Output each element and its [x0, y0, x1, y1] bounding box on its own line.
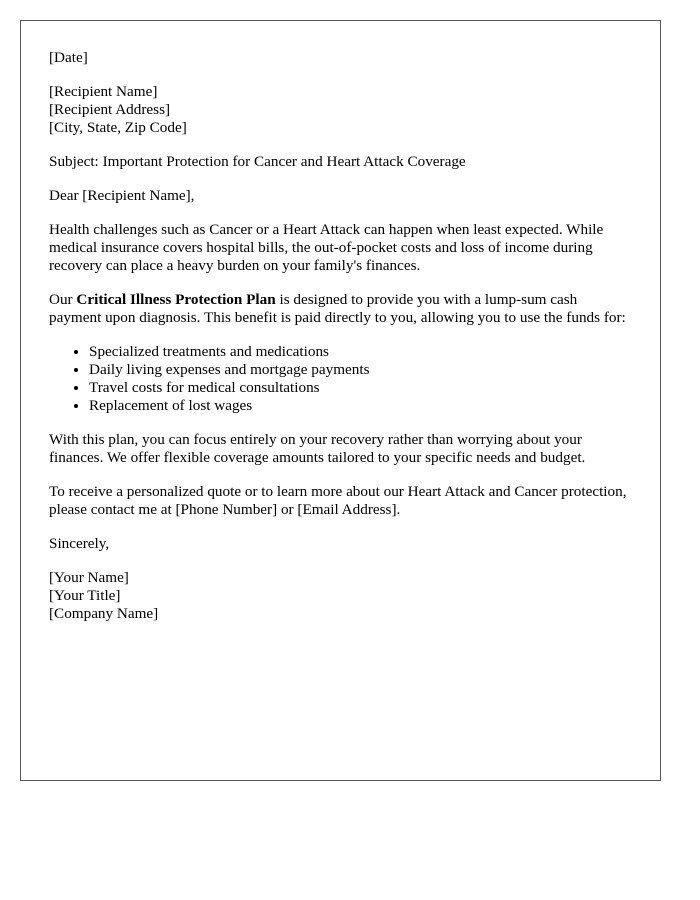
plan-name: Critical Illness Protection Plan [76, 291, 276, 308]
letter-salutation: Dear [Recipient Name], [49, 187, 195, 204]
recipient-city-state-zip: [City, State, Zip Code] [49, 119, 187, 136]
list-item: • Specialized treatments and medications [89, 343, 632, 361]
recipient-block [49, 83, 632, 137]
letter-date: [Date] [49, 49, 88, 66]
letter-closing: Sincerely, [49, 535, 110, 552]
plan-suffix: is designed to provide you with a lump-sum cash payment upon diagnosis. This benefit is paid directly to you, allowing you to use the funds for: [49, 291, 626, 326]
list-item: • Daily living expenses and mortgage payments [89, 361, 632, 379]
signature-title: [Your Title] [49, 587, 121, 604]
paragraph-plan [49, 291, 632, 327]
list-item: • Replacement of lost wages [89, 397, 632, 415]
signature-block [49, 569, 632, 623]
list-item: • Travel costs for medical consultations [89, 379, 632, 397]
signature-name: [Your Name] [49, 569, 129, 586]
paragraph-intro: Health challenges such as Cancer or a Heart Attack can happen when least expected. While medical insurance covers hospital bills, the out-of-pocket costs and loss of income during recovery can place a heavy burden on your family's finances. [49, 221, 604, 274]
recipient-name: [Recipient Name] [49, 83, 158, 100]
paragraph-contact: To receive a personalized quote or to learn more about our Heart Attack and Cancer protection, please contact me at [Phone Number] or [Email Address]. [49, 483, 627, 518]
signature-company: [Company Name] [49, 605, 159, 622]
uses-list [49, 343, 632, 415]
plan-prefix: Our [49, 291, 77, 308]
recipient-address: [Recipient Address] [49, 101, 171, 118]
paragraph-focus: With this plan, you can focus entirely on your recovery rather than worrying about your finances. We offer flexible coverage amounts tailored to your specific needs and budget. [49, 431, 586, 466]
letter-page [20, 20, 661, 781]
letter-subject: Subject: Important Protection for Cancer and Heart Attack Coverage [49, 153, 466, 170]
